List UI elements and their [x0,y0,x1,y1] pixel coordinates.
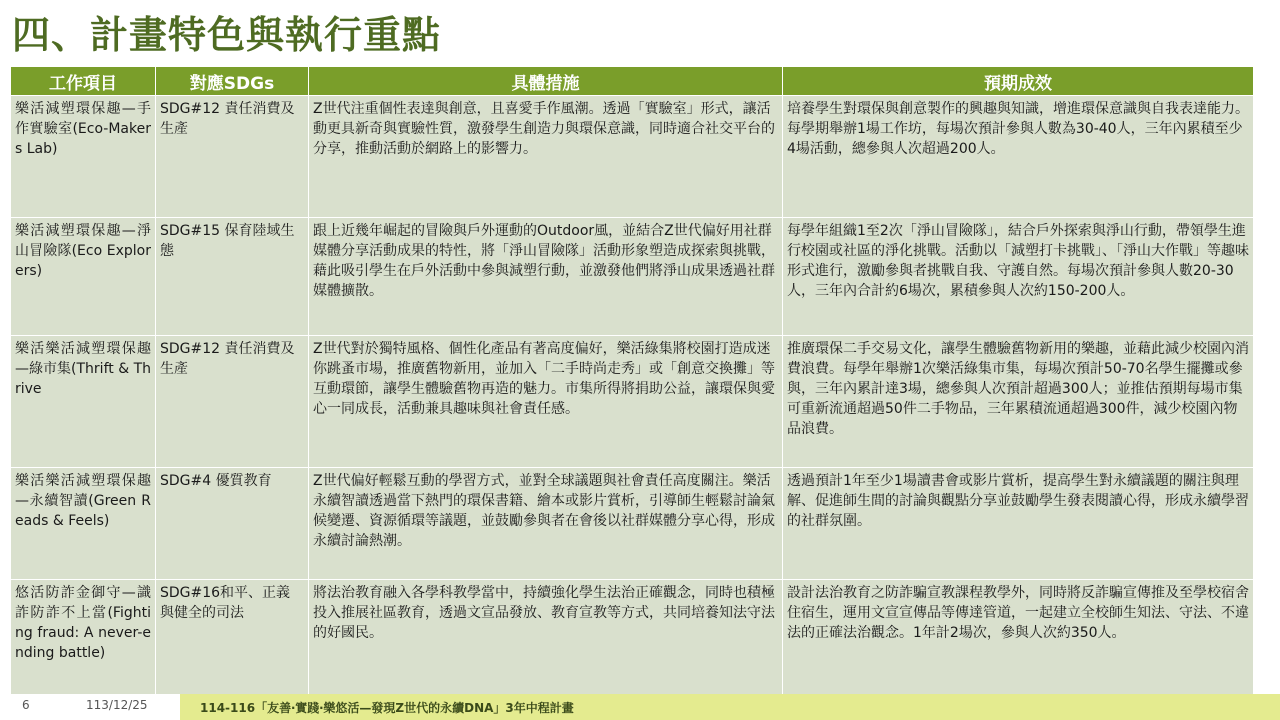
cell-sdg: SDG#15 保育陸域生態 [156,218,309,336]
cell-sdg: SDG#12 責任消費及生產 [156,96,309,218]
footer-date: 113/12/25 [86,698,148,712]
header-sdgs: 對應SDGs [156,67,309,96]
cell-sdg: SDG#12 責任消費及生產 [156,336,309,468]
header-measures: 具體措施 [309,67,783,96]
plan-table [10,66,1254,695]
table-row [11,468,1254,580]
cell-work-item: 樂活樂活減塑環保趣—永續智讀(Green Reads & Feels) [11,468,156,580]
header-work-item: 工作項目 [11,67,156,96]
cell-measures: Z世代偏好輕鬆互動的學習方式，並對全球議題與社會責任高度關注。樂活永續智讀透過當下熱門的環保書籍、繪本或影片賞析，引導師生輕鬆討論氣候變遷、資源循環等議題，並鼓勵參與者在會後以社群媒體分享心得，形成永續討論熱潮。 [309,468,783,580]
cell-sdg: SDG#4 優質教育 [156,468,309,580]
cell-work-item: 樂活樂活減塑環保趣—綠市集(Thrift & Thrive [11,336,156,468]
table-row [11,96,1254,218]
cell-outcomes: 推廣環保二手交易文化，讓學生體驗舊物新用的樂趣，並藉此減少校園內消費浪費。每學年舉辦1次樂活綠集市集，每場次預計50-70名學生擺攤或參與，三年內累計達3場，總參與人次預計超過300人；並推估預期每場市集可重新流通超過50件二手物品，三年累積流通超過300件，減少校園內物品浪費。 [783,336,1254,468]
slide-title: 四、計畫特色與執行重點 [12,13,442,57]
cell-outcomes: 設計法治教育之防詐騙宣教課程教學外，同時將反詐騙宣傳推及至學校宿舍住宿生，運用文宣宣傳品等傳達管道，一起建立全校師生知法、守法、不違法的正確法治觀念。1年計2場次，參與人次約350人。 [783,580,1254,695]
cell-outcomes: 培養學生對環保與創意製作的興趣與知識，增進環保意識與自我表達能力。每學期舉辦1場工作坊，每場次預計參與人數為30-40人，三年內累積至少4場活動，總參與人次超過200人。 [783,96,1254,218]
table-row [11,218,1254,336]
cell-work-item: 樂活減塑環保趣—淨山冒險隊(Eco Explorers) [11,218,156,336]
cell-measures: 跟上近幾年崛起的冒險與戶外運動的Outdoor風，並結合Z世代偏好用社群媒體分享活動成果的特性，將「淨山冒險隊」活動形象塑造成探索與挑戰，藉此吸引學生在戶外活動中參與減塑行動，並激發他們將淨山成果透過社群媒體擴散。 [309,218,783,336]
footer-project-title: 114-116「友善‧實踐‧樂悠活—發現Z世代的永續DNA」3年中程計畫 [200,701,574,715]
table-header-row [11,67,1254,96]
table-row [11,336,1254,468]
table-row [11,580,1254,695]
cell-work-item: 悠活防詐金御守—識詐防詐不上當(Fighting fraud: A never-ending battle) [11,580,156,695]
cell-outcomes: 透過預計1年至少1場讀書會或影片賞析，提高學生對永續議題的關注與理解、促進師生間的討論與觀點分享並鼓勵學生發表閱讀心得，形成永續學習的社群氛圍。 [783,468,1254,580]
cell-outcomes: 每學年組織1至2次「淨山冒險隊」，結合戶外探索與淨山行動，帶領學生進行校園或社區的淨化挑戰。活動以「減塑打卡挑戰」、「淨山大作戰」等趣味形式進行，激勵參與者挑戰自我、守護自然。每場次預計參與人數20-30人，三年內合計約6場次，累積參與人次約150-200人。 [783,218,1254,336]
header-outcomes: 預期成效 [783,67,1254,96]
cell-work-item: 樂活減塑環保趣—手作實驗室(Eco-Makers Lab) [11,96,156,218]
cell-measures: Z世代對於獨特風格、個性化產品有著高度偏好，樂活綠集將校園打造成迷你跳蚤市場，推廣舊物新用，並加入「二手時尚走秀」或「創意交換攤」等互動環節，讓學生體驗舊物再造的魅力。市集所得將捐助公益，讓環保與愛心一同成長，活動兼具趣味與社會責任感。 [309,336,783,468]
cell-measures: 將法治教育融入各學科教學當中，持續強化學生法治正確觀念，同時也積極投入推展社區教育，透過文宣品發放、教育宣教等方式，共同培養知法守法的好國民。 [309,580,783,695]
page-number: 6 [22,698,30,712]
cell-measures: Z世代注重個性表達與創意，且喜愛手作風潮。透過「實驗室」形式，讓活動更具新奇與實驗性質，激發學生創造力與環保意識，同時適合社交平台的分享，推動活動於網路上的影響力。 [309,96,783,218]
cell-sdg: SDG#16和平、正義與健全的司法 [156,580,309,695]
